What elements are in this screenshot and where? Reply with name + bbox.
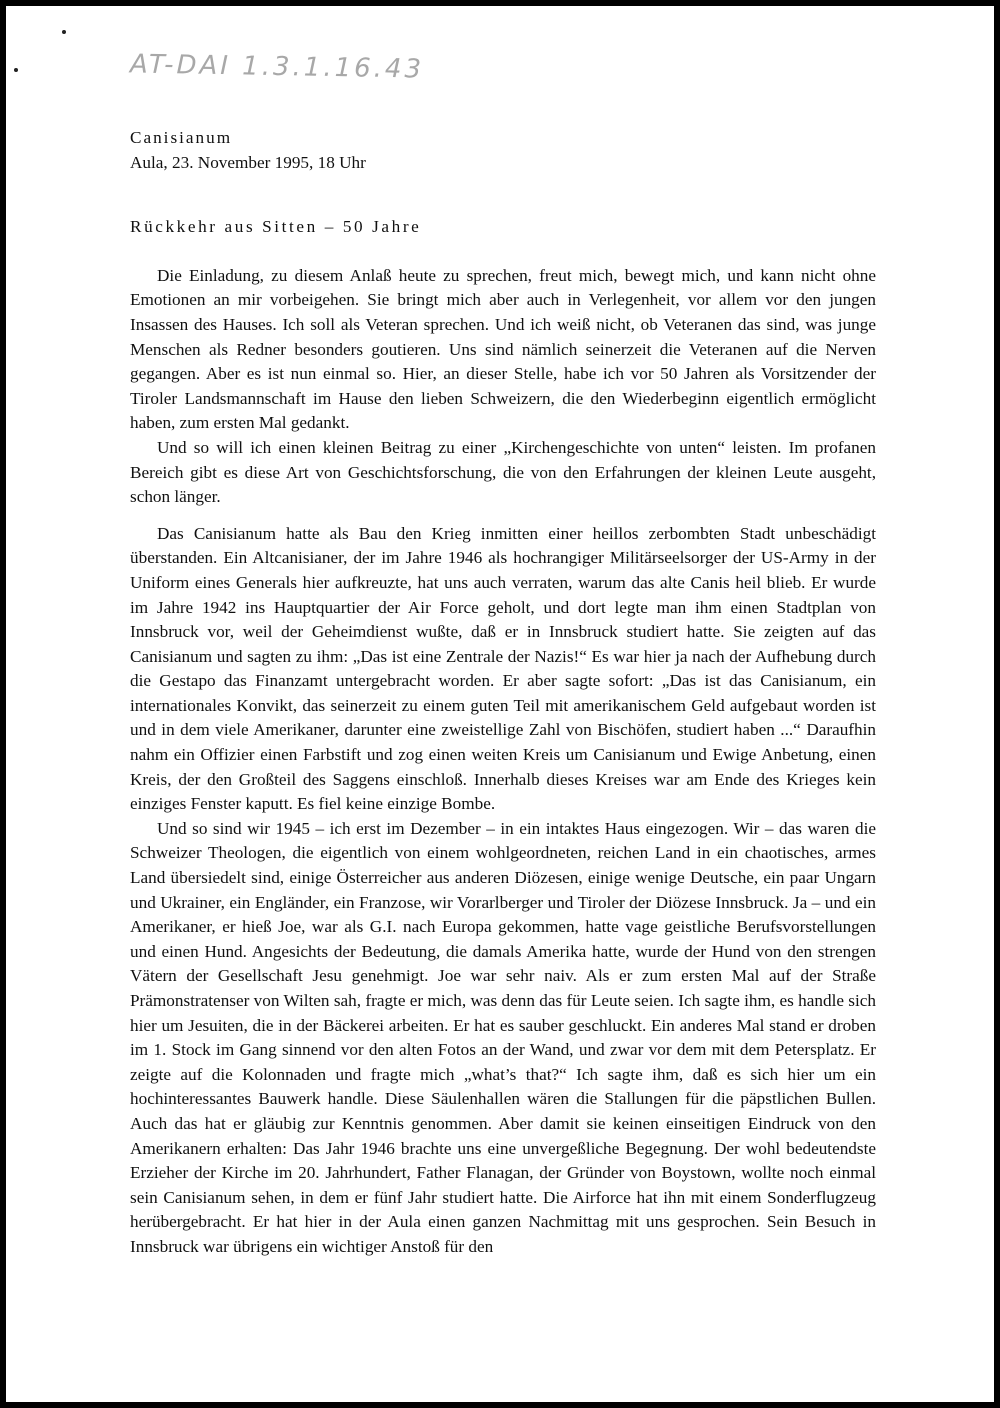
paragraph: Und so will ich einen kleinen Beitrag zu einer „Kirchengeschichte von unten“ leisten. Im profanen Bereich gibt es diese Art von Geschichtsforschung, die von den Erfahrungen der kleinen Leute ausgeht, schon länger.: [130, 437, 876, 507]
header-location-date: Aula, 23. November 1995, 18 Uhr: [130, 152, 366, 172]
header-institution: Canisianum: [130, 128, 233, 147]
document-title: Rückkehr aus Sitten – 50 Jahre: [130, 217, 422, 237]
scan-speck: [14, 68, 18, 72]
paragraph: Und so sind wir 1945 – ich erst im Dezember – in ein intaktes Haus eingezogen. Wir – das waren die Schweizer Theologen, die eigentlich von einem wohlgeordneten, reichen Land in ein chaotisches, armes Land übersiedelt sind, einige Österreicher aus anderen Diözesen, einige wenige Deutsche, ein paar Ungarn und Ukrainer, ein Engländer, ein Franzose, wir Vorarlberger und Tiroler der Diözese Innsbruck. Ja – und ein Amerikaner, er hieß Joe, war als G.I. nach Europa gekommen, hatte vage geistliche Berufsvorstellungen und einen Hund. Angesichts der Bedeutung, die damals Amerika hatte, wurde der Hund von den strengen Vätern der Gesellschaft Jesu genehmigt. Joe war sehr naiv. Als er zum ersten Mal auf der Straße Prämonstratenser von Wilten sah, fragte er mich, was denn das für Leute seien. Ich sagte ihm, es handle sich hier um Jesuiten, die in der Bäckerei arbeiten. Er hat es sauber geschluckt. Ein anderes Mal stand er droben im 1. Stock im Gang sinnend vor den alten Fotos an der Wand, und zwar vor dem mit dem Petersplatz. Er zeigte auf die Kolonnaden und fragte mich „what’s that?“ Ich sagte ihm, daß es sich hier um ein hochinteressantes Bauwerk handle. Diese Säulenhallen wären die Stallungen für die päpstlichen Bullen. Auch das hat er gläubig zur Kenntnis genommen. Aber damit sie keinen einseitigen Eindruck von den Amerikanern erhalten: Das Jahr 1946 brachte uns eine unvergeßliche Begegnung. Der wohl bedeutendste Erzieher der Kirche im 20. Jahrhundert, Father Flanagan, der Gründer von Boystown, wollte noch einmal sein Canisianum sehen, in dem er fünf Jahr studiert hatte. Die Airforce hat ihn mit einem Sonderflugzeug herübergebracht. Er hat hier in der Aula einen ganzen Nachmittag mit uns gesprochen. Sein Besuch in Innsbruck war übrigens ein wichtiger Anstoß für den: [130, 818, 876, 1256]
letter-body: [130, 126, 876, 1260]
archive-reference-handwritten: AT-DAI 1.3.1.16.43: [129, 49, 425, 85]
paragraph: Die Einladung, zu diesem Anlaß heute zu sprechen, freut mich, bewegt mich, und kann nicht ohne Emotionen an mir vorbeigehen. Sie bringt mich aber auch in Verlegenheit, vor allem vor den jungen Insassen des Hauses. Ich soll als Veteran sprechen. Und ich weiß nicht, ob Veteranen das sind, was junge Menschen als Redner besonders goutieren. Uns sind nämlich seinerzeit die Veteranen auf die Nerven gegangen. Aber es ist nun einmal so. Hier, an dieser Stelle, habe ich vor 50 Jahren als Vorsitzender der Tiroler Landsmannschaft im Hause den lieben Schweizern, die den Wiederbeginn eigentlich ermöglicht haben, zum ersten Mal gedankt.: [130, 265, 876, 433]
paragraph: Das Canisianum hatte als Bau den Krieg inmitten einer heillos zerbombten Stadt unbeschädigt überstanden. Ein Altcanisianer, der im Jahre 1946 als hochrangiger Militärseelsorger der US-Army in der Uniform eines Generals hier aufkreuzte, hat uns auch verraten, warum das alte Canis heil blieb. Er wurde im Jahre 1942 ins Hauptquartier der Air Force geholt, und dort legte man ihm einen Stadtplan von Innsbruck vor, weil der Geheimdienst wußte, daß er in Innsbruck studiert hatte. Sie zeigten auf das Canisianum und sagten zu ihm: „Das ist eine Zentrale der Nazis!“ Es war hier ja nach der Aufhebung durch die Gestapo das Finanzamt untergebracht worden. Er aber sagte sofort: „Das ist das Canisianum, ein internationales Konvikt, das seinerzeit zu einem guten Teil mit amerikanischem Geld aufgebaut worden ist und in dem viele Amerikaner, darunter eine zweistellige Zahl von Bischöfen, studiert haben ...“ Daraufhin nahm ein Offizier einen Farbstift und zog einen weiten Kreis um Canisianum und Ewige Anbetung, einen Kreis, der den Großteil des Saggens einschloß. Innerhalb dieses Kreises war am Ende des Krieges kein einziges Fenster kaputt. Es fiel keine einzige Bombe.: [130, 523, 876, 814]
scan-speck: [62, 30, 66, 34]
document-page: [6, 6, 994, 1402]
